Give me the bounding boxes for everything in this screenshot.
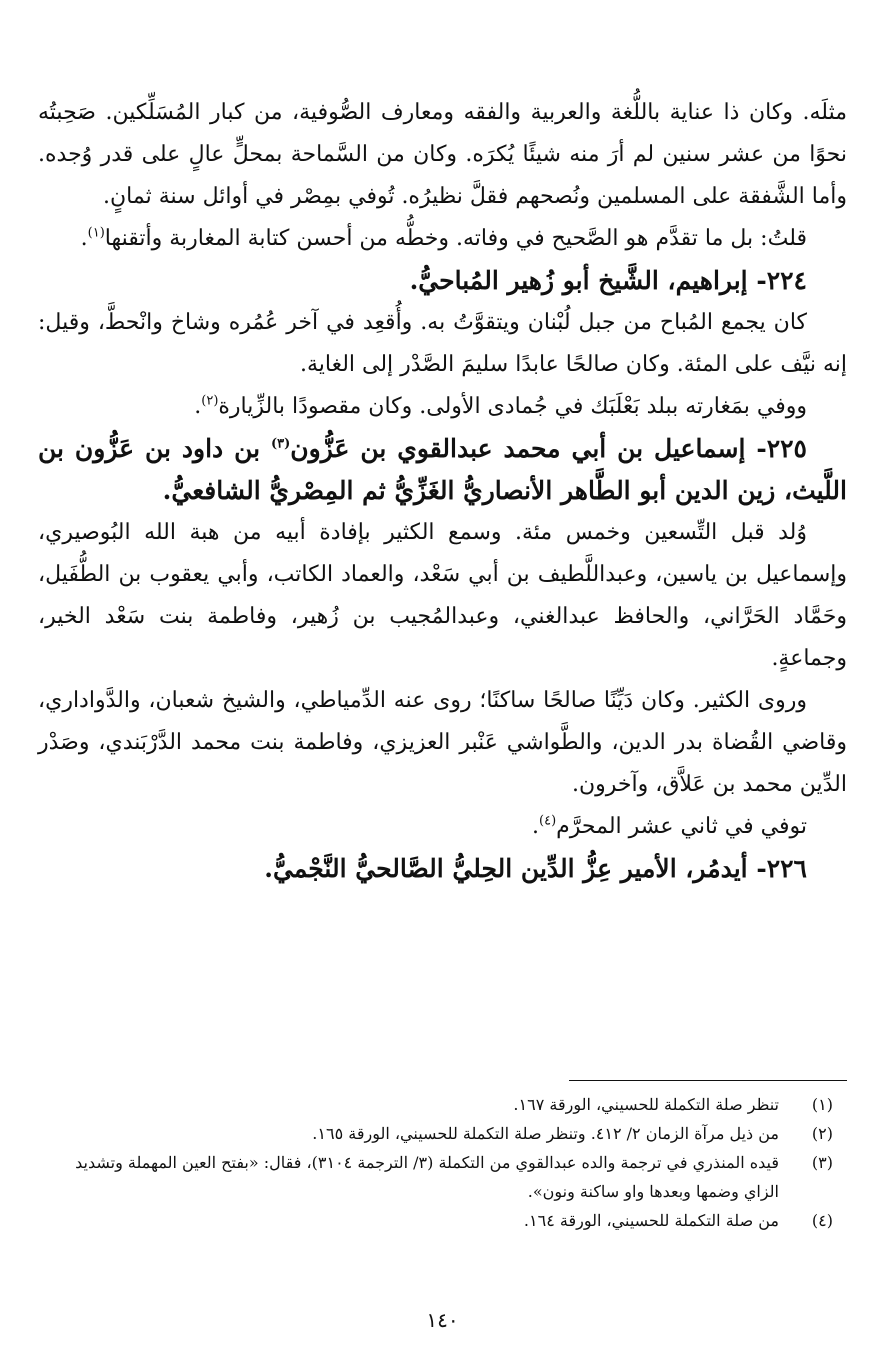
footnote-text: من ذيل مرآة الزمان ٢/ ٤١٢. وتنظر صلة التكملة للحسيني، الورقة ١٦٥. bbox=[312, 1124, 779, 1143]
page-number: ١٤٠ bbox=[426, 1308, 459, 1332]
footnote-number: (٣) bbox=[811, 1153, 833, 1172]
entry-heading-226: ٢٢٦- أيدمُر، الأمير عِزُّ الدِّين الحِليُّ الصَّالحيُّ النَّجْميُّ. bbox=[264, 854, 807, 883]
footnote-ref: (١) bbox=[87, 225, 105, 241]
footnote-ref: (٢) bbox=[201, 393, 219, 409]
footnote-number: (٤) bbox=[811, 1211, 833, 1230]
paragraph: وُلد قبل التِّسعين وخمس مئة. وسمع الكثير بإفادة أبيه من هبة الله البُوصيري، وإسماعيل بن ياسين، وعبداللَّطيف بن أبي سَعْد، والعماد الكاتب، وأبي يعقوب بن الطُّفَيل، وحَمَّاد الحَرَّاني، والحافظ عبدالغني، وعبدالمُجيب بن زُهير، وفاطمة بنت سَعْد الخير، وجماعةٍ. bbox=[38, 520, 847, 671]
paragraph: وروى الكثير. وكان دَيِّنًا صالحًا ساكنًا؛ روى عنه الدِّمياطي، والشيخ شعبان، والدَّواداري، وقاضي القُضاة بدر الدين، والطَّواشي عَنْبر العزيزي، وفاطمة بنت محمد الدَّرْبَندي، وصَدْر الدِّين محمد بن عَلاَّق، وآخرون. bbox=[38, 688, 847, 797]
footnote bbox=[38, 1090, 847, 1119]
footnote-ref: (٤) bbox=[539, 813, 557, 829]
entry-heading-224: ٢٢٤- إبراهيم، الشَّيخ أبو زُهير المُباحيُّ. bbox=[409, 266, 807, 295]
footnote-number: (١) bbox=[811, 1095, 833, 1114]
paragraph: مثلَه. وكان ذا عناية باللُّغة والعربية والفقه ومعارف الصُّوفية، من كبار المُسَلِّكين. صَحِبتُه نحوًا من عشر سنين لم أرَ منه شيئًا يُكرَه. وكان من السَّماحة بمحلٍّ عالٍ على قدر وُجده. وأما الشَّفقة على المسلمين ونُصحهم فقلَّ نظيرُه. تُوفي بمِصْر في أوائل سنة ثمانٍ. bbox=[38, 100, 847, 209]
footnote-text: من صلة التكملة للحسيني، الورقة ١٦٤. bbox=[523, 1211, 779, 1230]
paragraph: كان يجمع المُباح من جبل لُبْنان ويتقوَّتُ به. وأُقعِد في آخر عُمُره وشاخ وانْحطَّ، وقيل: إنه نيَّف على المئة. وكان صالحًا عابدًا سليمَ الصَّدْر إلى الغاية. bbox=[38, 310, 847, 377]
footnote bbox=[38, 1148, 847, 1206]
paragraph-text: ووفي بمَغارته ببلد بَعْلَبَك في جُمادى الأولى. وكان مقصودًا بالزِّيارة bbox=[218, 394, 807, 419]
heading-text: ٢٢٥- إسماعيل بن أبي محمد عبدالقوي بن عَزُّون bbox=[290, 434, 807, 463]
footnote-text: تنظر صلة التكملة للحسيني، الورقة ١٦٧. bbox=[513, 1095, 779, 1114]
paragraph: ووفي بمَغارته ببلد بَعْلَبَك في جُمادى الأولى. وكان مقصودًا بالزِّيارة$^{(٢)}$. bbox=[194, 393, 807, 419]
heading-text: بن داود بن عَزُّون بن اللَّيث، زين الدين أبو الطَّاهر الأنصاريُّ الغَزِّيُّ ثم المِصْريُّ الشافعيُّ. bbox=[38, 434, 847, 505]
footnote-divider bbox=[569, 1080, 847, 1081]
footnote-number: (٢) bbox=[811, 1124, 833, 1143]
main-text bbox=[38, 92, 847, 890]
footnotes bbox=[38, 1090, 847, 1235]
paragraph: توفي في ثاني عشر المحرَّم$^{(٤)}$. bbox=[532, 813, 807, 839]
footnote-text: قيده المنذري في ترجمة والده عبدالقوي من التكملة (٣/ الترجمة ٣١٠٤)، فقال: «بفتح العين المهملة وتشديد الزاي وضمها وبعدها واو ساكنة ونون». bbox=[75, 1153, 779, 1201]
entry-heading-225 bbox=[38, 428, 847, 512]
footnote bbox=[38, 1206, 847, 1235]
paragraph-text: قلتُ: بل ما تقدَّم هو الصَّحيح في وفاته. وخطُّه من أحسن كتابة المغاربة وأتقنها bbox=[104, 226, 807, 251]
paragraph: قلتُ: بل ما تقدَّم هو الصَّحيح في وفاته. وخطُّه من أحسن كتابة المغاربة وأتقنها$^{(١)}$. bbox=[80, 225, 807, 251]
footnote bbox=[38, 1119, 847, 1148]
paragraph-text: توفي في ثاني عشر المحرَّم bbox=[556, 814, 807, 839]
footnote-ref: (٣) bbox=[271, 436, 291, 452]
